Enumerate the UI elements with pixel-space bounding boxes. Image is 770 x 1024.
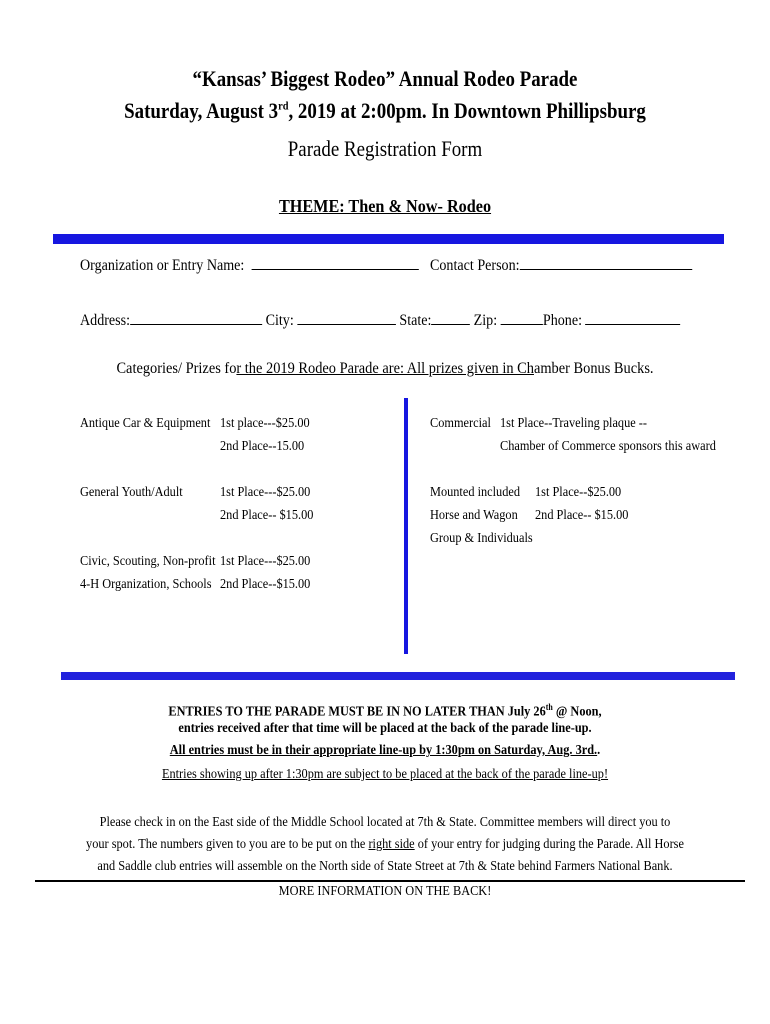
deadline-text: ENTRIES TO THE PARADE MUST BE IN NO LATER THAN July 26: [168, 704, 546, 720]
checkin-line-1: Please check in on the East side of the Middle School located at 7th & State. Committee members will direct you to: [99, 815, 671, 830]
general-first: 1st Place---$25.00: [220, 485, 311, 500]
address-field-row: [80, 310, 681, 330]
form-subtitle: Parade Registration Form: [287, 136, 483, 161]
commercial-prizes: [500, 412, 716, 458]
theme-heading: THEME: Then & Now- Rodeo: [278, 196, 492, 216]
late-entries-note: entries received after that time will be placed at the back of the parade line-up.: [178, 721, 592, 736]
checkin-line-2: [46, 834, 724, 856]
checkin-line-2b: of your entry for judging during the Parade. All Horse: [414, 837, 684, 852]
city-label: City:: [265, 312, 294, 329]
general-second: 2nd Place-- $15.00: [220, 508, 314, 523]
cat-heading-c: amber Bonus Bucks.: [533, 360, 654, 377]
late-arrival-note: Entries showing up after 1:30pm are subject to be placed at the back of the parade line-up!: [161, 767, 609, 782]
general-prizes: [220, 481, 313, 527]
blue-divider-top: [53, 234, 724, 244]
document-title: “Kansas’ Biggest Rodeo” Annual Rodeo Parade: [192, 66, 578, 91]
civic-prizes: [220, 550, 310, 596]
deadline-suffix: th: [545, 702, 553, 712]
general-category: General Youth/Adult: [80, 485, 183, 500]
civic-category: [80, 550, 216, 596]
mounted-name-1: Mounted included: [430, 485, 520, 500]
commercial-sponsor: Chamber of Commerce sponsors this award: [500, 439, 716, 454]
cat-heading-a: Categories/ Prizes fo: [116, 360, 237, 377]
city-field[interactable]: [297, 310, 396, 325]
checkin-line-3: and Saddle club entries will assemble on the North side of State Street at 7th & State behind Farmers National Bank.: [97, 859, 673, 874]
cat-heading-b: r the 2019 Rodeo Parade are: All prizes given in Ch: [236, 360, 534, 377]
state-label: State:: [399, 312, 432, 329]
contact-label: Contact Person:: [430, 257, 520, 274]
civic-name-1: Civic, Scouting, Non-profit: [80, 554, 216, 569]
civic-first: 1st Place---$25.00: [220, 554, 311, 569]
mounted-name-3: Group & Individuals: [430, 531, 533, 546]
state-field[interactable]: [431, 310, 470, 325]
antique-first: 1st place---$25.00: [220, 416, 310, 431]
zip-label: Zip:: [473, 312, 498, 329]
mounted-name-2: Horse and Wagon: [430, 508, 518, 523]
date-part-a: Saturday, August 3: [124, 98, 279, 123]
event-date-line: [54, 98, 716, 124]
antique-second: 2nd Place--15.00: [220, 439, 305, 454]
mounted-category: [430, 481, 533, 550]
lineup-time-tail: .: [597, 743, 601, 758]
right-side-emphasis: right side: [368, 837, 415, 852]
civic-name-2: 4-H Organization, Schools: [80, 577, 212, 592]
phone-label: Phone:: [542, 312, 583, 329]
antique-prizes: [220, 412, 310, 458]
civic-second: 2nd Place--$15.00: [220, 577, 311, 592]
org-name-field[interactable]: [251, 255, 418, 270]
phone-field[interactable]: [586, 310, 681, 325]
blue-divider-bottom: [61, 672, 735, 680]
address-label: Address:: [80, 312, 131, 329]
org-label: Organization or Entry Name:: [80, 257, 245, 274]
contact-field-row: [430, 255, 692, 275]
commercial-category: Commercial: [430, 416, 491, 431]
date-suffix: rd: [278, 98, 289, 113]
mounted-first: 1st Place--$25.00: [535, 485, 622, 500]
lineup-time-note: [46, 740, 724, 762]
contact-person-field[interactable]: [520, 255, 692, 270]
categories-heading: [39, 360, 732, 378]
black-divider: [35, 880, 745, 882]
checkin-line-2a: your spot. The numbers given to you are to be put on the: [86, 837, 369, 852]
antique-category: Antique Car & Equipment: [80, 416, 211, 431]
date-part-b: , 2019 at 2:00pm. In Downtown Phillipsburg: [288, 98, 646, 123]
zip-field[interactable]: [501, 310, 543, 325]
lineup-time-text: All entries must be in their appropriate line-up by 1:30pm on Saturday, Aug. 3rd.: [169, 743, 598, 758]
deadline-time: @ Noon,: [552, 704, 602, 720]
address-field[interactable]: [130, 310, 262, 325]
column-divider: [404, 398, 408, 654]
mounted-second: 2nd Place-- $15.00: [535, 508, 629, 523]
mounted-prizes: [535, 481, 628, 527]
more-info-note: MORE INFORMATION ON THE BACK!: [278, 884, 492, 899]
org-field-row: [80, 255, 419, 275]
commercial-first: 1st Place--Traveling plaque --: [500, 416, 648, 431]
